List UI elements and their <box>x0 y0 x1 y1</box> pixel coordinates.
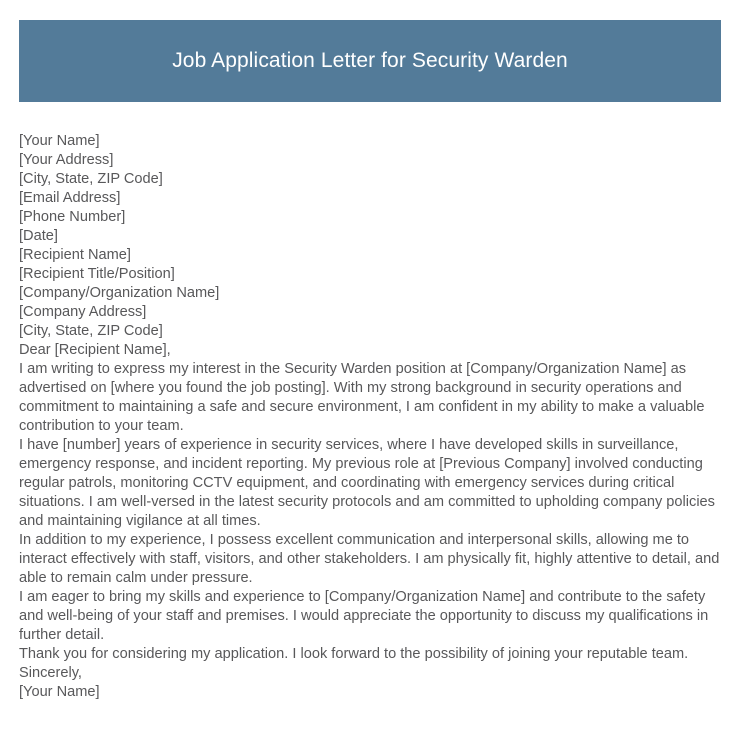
body-paragraph: Thank you for considering my application. I look forward to the possibility of joining your reputable team. <box>19 646 689 662</box>
letter-header-banner <box>19 20 721 102</box>
page-title: Job Application Letter for Security Warden <box>172 49 568 73</box>
recipient-line: [City, State, ZIP Code] <box>19 323 163 339</box>
sender-line: [Your Address] <box>19 152 114 168</box>
sender-line: [Date] <box>19 228 58 244</box>
signature-name: [Your Name] <box>19 684 100 700</box>
closing-salutation: Sincerely, <box>19 665 82 681</box>
sender-address-block <box>19 132 722 246</box>
recipient-line: [Company Address] <box>19 304 147 320</box>
sender-line: [City, State, ZIP Code] <box>19 171 163 187</box>
sender-line: [Email Address] <box>19 190 121 206</box>
body-paragraph: I am writing to express my interest in the Security Warden position at [Company/Organization Name] as advertised on [where you found the job posting]. With my strong background in security operations and commitment to maintaining a safe and secure environment, I am confident in my ability to make a valuable contribution to your team. <box>19 361 705 434</box>
recipient-address-block <box>19 246 722 341</box>
sender-line: [Phone Number] <box>19 209 126 225</box>
letter-body <box>19 132 722 702</box>
recipient-line: [Recipient Title/Position] <box>19 266 175 282</box>
recipient-line: [Company/Organization Name] <box>19 285 220 301</box>
recipient-line: [Recipient Name] <box>19 247 131 263</box>
sender-line: [Your Name] <box>19 133 100 149</box>
body-paragraph: I am eager to bring my skills and experience to [Company/Organization Name] and contribute to the safety and well-being of your staff and premises. I would appreciate the opportunity to discuss my qualifications in further detail. <box>19 589 709 643</box>
salutation: Dear [Recipient Name], <box>19 342 171 358</box>
body-paragraph: In addition to my experience, I possess excellent communication and interpersonal skills, allowing me to interact effectively with staff, visitors, and other stakeholders. I am physically fit, highly attentive to detail, and able to remain calm under pressure. <box>19 532 720 586</box>
body-paragraph: I have [number] years of experience in security services, where I have developed skills in surveillance, emergency response, and incident reporting. My previous role at [Previous Company] involved conducting regular patrols, monitoring CCTV equipment, and coordinating with emergency services during critical situations. I am well-versed in the latest security protocols and am committed to upholding company policies and maintaining vigilance at all times. <box>19 437 715 529</box>
